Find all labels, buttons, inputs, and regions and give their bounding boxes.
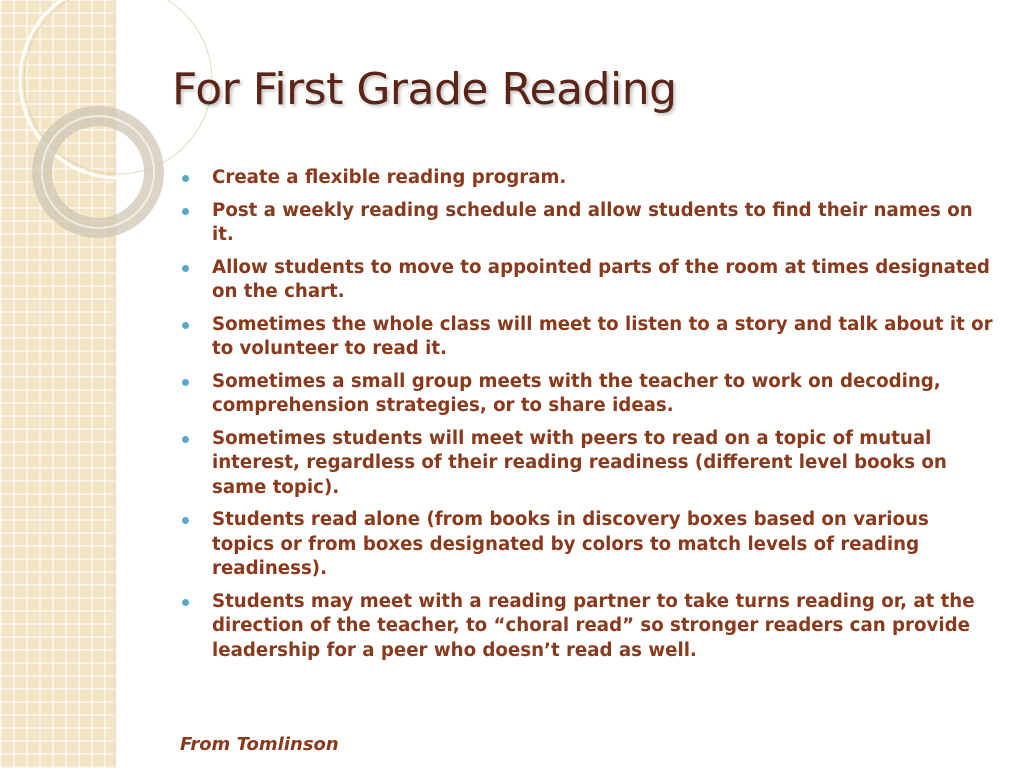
bullet-dot-icon <box>182 265 189 272</box>
list-item <box>182 199 997 248</box>
bullet-text: Sometimes the whole class will meet to listen to a story and talk about it or to volunteer to read it. <box>212 313 993 359</box>
bullet-dot-icon <box>182 379 189 386</box>
bullet-dot-icon <box>182 599 189 606</box>
list-item <box>182 370 997 419</box>
list-item <box>182 256 997 305</box>
bullet-dot-icon <box>182 517 189 524</box>
bullet-dot-icon <box>182 436 189 443</box>
list-item <box>182 313 997 362</box>
bullet-dot-icon <box>182 175 189 182</box>
bullet-dot-icon <box>182 322 189 329</box>
bullet-text: Students may meet with a reading partner to take turns reading or, at the direction of the teacher, to “choral read” so stronger readers can provide leadership for a peer who doesn’t read as well. <box>212 590 975 661</box>
bullet-text: Sometimes a small group meets with the teacher to work on decoding, comprehension strategies, or to share ideas. <box>212 370 941 416</box>
list-item <box>182 590 997 664</box>
bullet-text: Create a flexible reading program. <box>212 167 567 188</box>
bullet-text: Post a weekly reading schedule and allow students to find their names on it. <box>212 199 973 245</box>
bullet-dot-icon <box>182 208 189 215</box>
bullet-text: Allow students to move to appointed parts of the room at times designated on the chart. <box>212 256 990 302</box>
bullet-list <box>182 166 997 671</box>
list-item <box>182 166 997 191</box>
list-item <box>182 508 997 582</box>
bullet-text: Students read alone (from books in discovery boxes based on various topics or from boxes designated by colors to match levels of reading readiness). <box>212 509 929 579</box>
source-attribution: From Tomlinson <box>180 734 339 755</box>
slide-title: For First Grade Reading <box>172 64 677 115</box>
bullet-text: Sometimes students will meet with peers to read on a topic of mutual interest, regardless of their reading readiness (different level books on same topic). <box>212 427 947 498</box>
list-item <box>182 427 997 501</box>
